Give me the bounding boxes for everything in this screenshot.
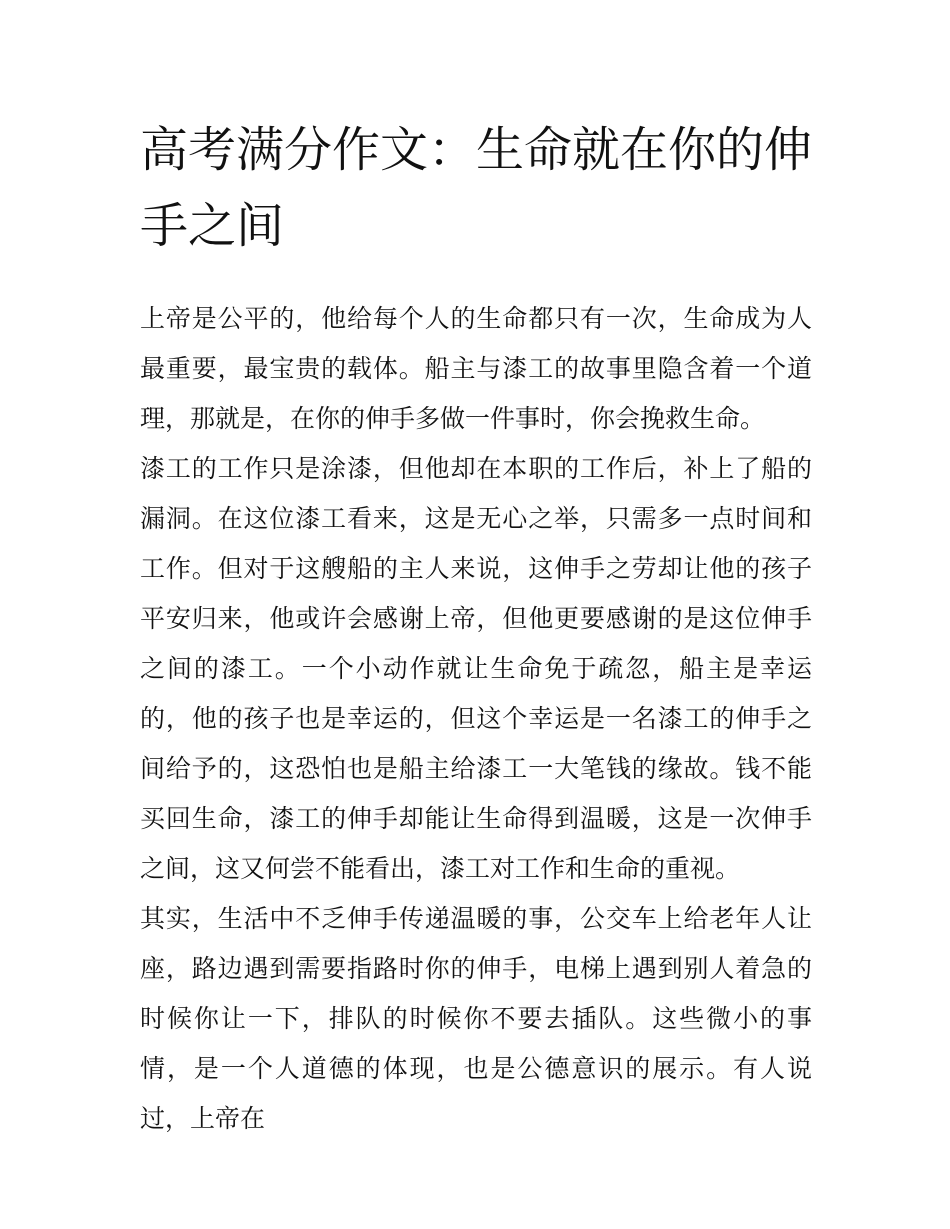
paragraph-1: 上帝是公平的，他给每个人的生命都只有一次，生命成为人最重要，最宝贵的载体。船主与漆工的故事里隐含着一个道理，那就是，在你的伸手多做一件事时，你会挽救生命。: [140, 304, 812, 433]
paragraph-3: 其实，生活中不乏伸手传递温暖的事，公交车上给老年人让座，路边遇到需要指路时你的伸手，电梯上遇到别人着急的时候你让一下，排队的时候你不要去插队。这些微小的事情，是一个人道德的体现，也是公德意识的展示。有人说过，上帝在: [140, 904, 812, 1133]
document-title: 高考满分作文：生命就在你的伸手之间: [140, 122, 813, 254]
document-body: [140, 294, 812, 1144]
document-page: [140, 112, 812, 1144]
paragraph-2: 漆工的工作只是涂漆，但他却在本职的工作后，补上了船的漏洞。在这位漆工看来，这是无心之举，只需多一点时间和工作。但对于这艘船的主人来说，这伸手之劳却让他的孩子平安归来，他或许会感谢上帝，但他更要感谢的是这位伸手之间的漆工。一个小动作就让生命免于疏忽，船主是幸运的，他的孩子也是幸运的，但这个幸运是一名漆工的伸手之间给予的，这恐怕也是船主给漆工一大笔钱的缘故。钱不能买回生命，漆工的伸手却能让生命得到温暖，这是一次伸手之间，这又何尝不能看出，漆工对工作和生命的重视。: [140, 454, 812, 883]
